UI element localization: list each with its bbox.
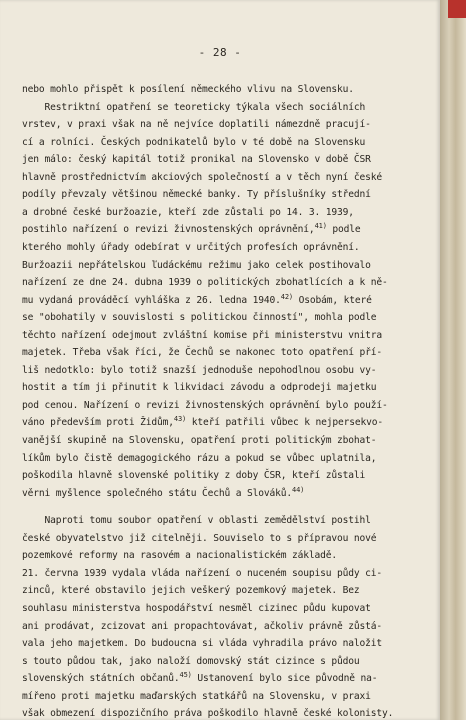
text-line xyxy=(22,312,376,324)
line-text: Buržoazii nepřátelskou ľudáckému režimu jako celek postihovalo xyxy=(22,259,371,271)
text-line xyxy=(22,656,360,668)
page-number: - 28 - xyxy=(198,46,242,59)
text-line xyxy=(22,260,371,272)
line-text: zinců, které obstavilo jejich veškerý pozemkový majetek. Bez xyxy=(22,585,360,597)
line-text: majetek. Třeba však říci, že Čechů se nakonec toto opatření pří- xyxy=(22,347,383,359)
text-line xyxy=(22,400,388,412)
line-text: vanější skupině na Slovensku, opatření proti politickým zbohat- xyxy=(22,435,377,446)
text-line xyxy=(22,515,371,527)
text-line xyxy=(22,621,382,633)
line-text: postihlo nařízení o revizi živnostenských oprávnění, xyxy=(22,224,315,236)
text-line xyxy=(22,568,382,580)
line-text: však obmezení dispozičního práva poškodilo hlavně české kolonisty. xyxy=(22,708,394,720)
text-line xyxy=(22,84,354,96)
text-line xyxy=(22,585,360,597)
text-line xyxy=(22,435,376,447)
text-line xyxy=(22,470,365,482)
line-text-continued: Ustanovení bylo sice původně na- xyxy=(191,673,378,685)
page-edge xyxy=(440,0,466,720)
text-line xyxy=(22,119,371,131)
text-line xyxy=(22,189,371,201)
footnote-marker: 42) xyxy=(280,292,293,301)
line-text: váno především proti Židům, xyxy=(22,417,174,429)
text-line xyxy=(22,154,371,166)
text-line xyxy=(22,382,376,394)
line-text: s touto půdou tak, jako naloží domovský stát cizince s půdou xyxy=(22,655,360,667)
text-line xyxy=(22,172,382,184)
line-text: pod cenou. Nařízení o revizi živnostenských oprávnění bylo použí- xyxy=(22,399,388,411)
text-line xyxy=(22,417,383,429)
line-text-continued: podle xyxy=(326,224,361,236)
line-text: líkům bylo čistě demagogického rázu a pokud se vůbec uplatnila, xyxy=(22,452,377,464)
line-text: české obyvatelstvo již citelněji. Souviselo to s přípravou nové xyxy=(22,532,377,544)
text-line xyxy=(22,638,382,650)
text-line xyxy=(22,137,365,149)
line-text-continued: Osobám, které xyxy=(293,294,372,306)
text-line xyxy=(22,550,337,562)
footnote-marker: 43) xyxy=(173,415,187,424)
line-text: souhlasu ministerstva hospodářství nesměl cizinec půdu kupovat xyxy=(22,602,371,614)
line-text: Restriktní opatření se teoreticky týkala všech sociálních xyxy=(22,101,366,113)
text-line xyxy=(22,242,360,254)
text-line xyxy=(22,330,382,342)
line-text: hostit a tím ji přinutit k likvidaci závodu a odprodeji majetku xyxy=(22,382,377,394)
line-text: podíly převzaly většinou německé banky. Ty příslušníky střední xyxy=(22,189,371,201)
line-text: cí a rolníci. Českých podnikatelů bylo v té době na Slovensku xyxy=(22,136,366,148)
text-line xyxy=(22,708,393,720)
line-text: mířeno proti majetku maďarských statkářů na Slovensku, v praxi xyxy=(22,690,371,702)
line-text: a drobné české buržoazie, kteří zde zůstali po 14. 3. 1939, xyxy=(22,206,354,218)
text-line xyxy=(22,453,376,465)
text-line xyxy=(22,533,376,545)
text-line xyxy=(22,485,305,500)
line-text: kterého mohly úřady odebírat v určitých profesích oprávnění. xyxy=(22,241,360,253)
line-text: hlavně prostřednictvím akciových společností a v těch nyní české xyxy=(22,171,383,183)
text-line xyxy=(22,224,361,236)
text-line xyxy=(22,347,382,359)
line-text: nebo mohlo přispět k posílení německého vlivu na Slovensku. xyxy=(22,84,354,95)
line-text: pozemkové reformy na rasovém a nacionalistickém základě. xyxy=(22,550,338,562)
line-text: vala jeho majetkem. Do budoucna si vláda vyhradila právo naložit xyxy=(22,638,383,650)
footnote-marker: 45) xyxy=(179,671,192,680)
footnote-marker: 41) xyxy=(314,222,327,231)
line-text: nařízení ze dne 24. dubna 1939 o politických zbohatlících a k ně- xyxy=(22,277,388,289)
line-text: těchto nařízení odejmout zvláštní komise při ministerstvu vnitra xyxy=(22,329,383,341)
bookmark-tab xyxy=(448,0,466,18)
text-line xyxy=(22,365,376,377)
line-text: slovenských státních občanů. xyxy=(22,673,180,685)
line-text: jen málo: český kapitál totiž pronikal na Slovensko v době ČSR xyxy=(22,154,371,166)
text-line xyxy=(22,691,371,703)
line-text: vrstev, v praxi však na ně nejvíce doplatili námezdně pracují- xyxy=(22,119,371,131)
text-line xyxy=(22,102,365,114)
line-text: se "obohatily v souvislosti s politickou činností", mohla podle xyxy=(22,312,377,324)
text-line xyxy=(22,292,372,307)
line-text: věrni myšlence společného státu Čechů a Slováků. xyxy=(22,487,293,499)
line-text: mu vydaná prováděcí vyhláška z 26. ledna 1940. xyxy=(22,294,281,306)
line-text: poškodila hlavně slovenské politiky z doby ČSR, kteří zůstali xyxy=(22,470,366,482)
footnote-marker: 44) xyxy=(292,485,305,494)
text-line xyxy=(22,277,388,289)
line-text-continued: kteří patřili vůbec k nejpersekvo- xyxy=(186,417,384,429)
line-text: Naproti tomu soubor opatření v oblasti zemědělství postihl xyxy=(22,515,371,527)
text-line xyxy=(22,207,354,219)
line-text: liš nedotklo: bylo totiž snazší jednoduše nepohodlnou osobu vy- xyxy=(22,364,377,376)
text-line xyxy=(22,673,377,685)
text-line xyxy=(22,603,371,615)
line-text: 21. června 1939 vydala vláda nařízení o nuceném soupisu půdy ci- xyxy=(22,567,383,579)
line-text: ani prodávat, zcizovat ani propachtovávat, ačkoliv právně zůstá- xyxy=(22,620,383,632)
